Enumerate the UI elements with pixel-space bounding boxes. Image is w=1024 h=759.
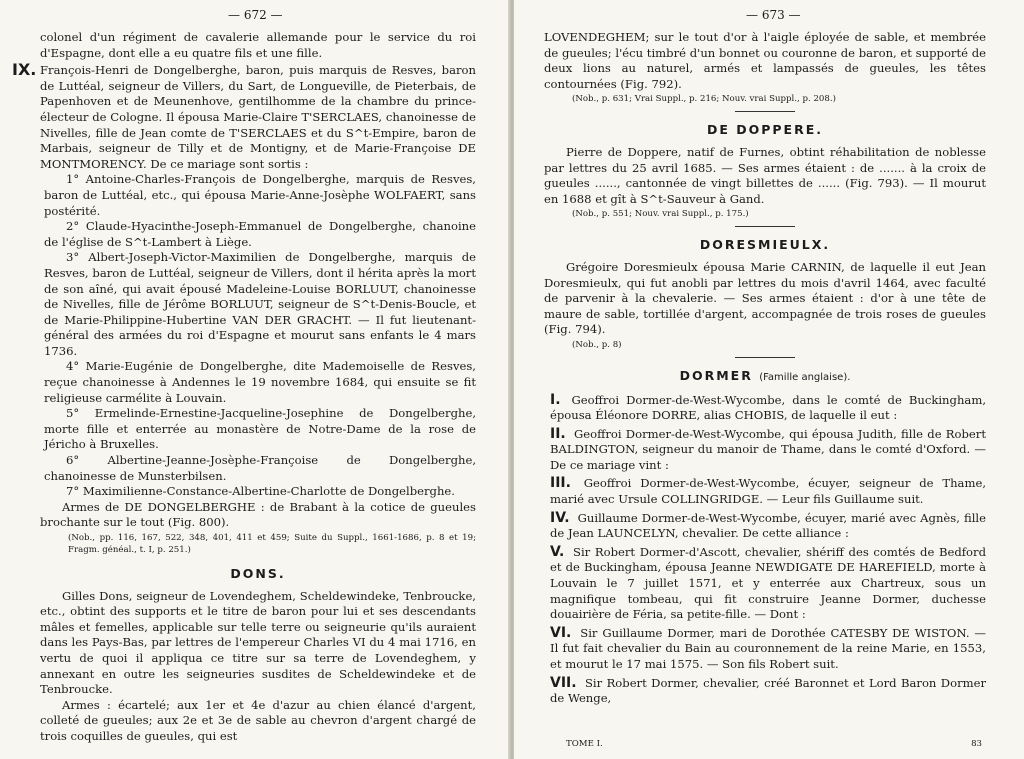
roman-numeral-ix: IX. (12, 60, 37, 80)
right-page (514, 0, 1024, 759)
generation-text: Geoffroi Dormer-de-West-Wycombe, dans le comté de Buckingham, épousa Éléonore DORRE, alias CHOBIS, de laquelle il eut : (550, 392, 986, 423)
separator-rule (735, 111, 795, 112)
roman-numeral: III. (550, 475, 571, 492)
roman-numeral: VII. (550, 674, 577, 691)
separator-rule (735, 226, 795, 227)
generation-text: Sir Robert Dormer-d'Ascott, chevalier, shériff des comtés de Bedford et de Buckingham, épousa Jeanne NEWDIGATE DE HAREFIELD, morte à Louvain le 7 juillet 1571, et y enterrée aux Chartreux, sous un magnifique tombeau, qui fit construire Jeanne Dormer, duchesse douairière de Féria, sa petite-fille. — Dont : (550, 544, 986, 622)
roman-numeral: II. (550, 425, 566, 442)
child-6: 6° Albertine-Jeanne-Josèphe-Françoise de Dongelberghe, chanoinesse de Munsterbilsen. (44, 453, 476, 483)
source-doresmieulx: (Nob., p. 8) (572, 339, 622, 350)
child-1: 1° Antoine-Charles-François de Dongelberghe, marquis de Resves, baron de Luttéal, etc., qui épousa Marie-Anne-Josèphe WOLFAERT, sans postérité. (44, 172, 476, 218)
generation-text: Geoffroi Dormer-de-West-Wycombe, qui épousa Judith, fille de Robert BALDINGTON, seigneur du manoir de Thame, dans le comté d'Oxford. — De ce mariage vint : (550, 426, 986, 472)
child-2: 2° Claude-Hyacinthe-Joseph-Emmanuel de Dongelberghe, chanoine de l'église de S^t-Lambert à Liège. (44, 219, 476, 249)
page-number-right: — 673 — (746, 8, 801, 22)
generation-iii (544, 476, 986, 507)
separator-rule (735, 357, 795, 358)
child-5: 5° Ermelinde-Ernestine-Jacqueline-Josephine de Dongelberghe, morte fille et enterrée au monastère de Notre-Dame de la rose de Jéricho à Bruxelles. (44, 406, 476, 452)
right-column (544, 30, 986, 707)
section-title-doppere: DE DOPPERE. (706, 122, 824, 138)
child-7: 7° Maximilienne-Constance-Albertine-Charlotte de Dongelberghe. (66, 484, 455, 499)
generation-vii (544, 676, 986, 707)
generation-ix-text: François-Henri de Dongelberghe, baron, puis marquis de Resves, baron de Luttéal, seigneur de Villers, du Sart, de Longueville, de Pieterbais, de Papenhoven et de Meunenhove, gentilhomme de la chambre du prince-électeur de Cologne. Il épousa Marie-Claire T'SERCLAES, chanoinesse de Nivelles, fille de Jean comte de T'SERCLAES et du S^t-Empire, baron de Marbais, seigneur de Tilly et de Montigny, et de Marie-Françoise DE MONTMORENCY. De ce mariage sont sortis : (40, 63, 476, 171)
dormer-subtitle: (Famille anglaise). (759, 371, 851, 383)
doresmieulx-text: Grégoire Doresmieulx épousa Marie CARNIN, de laquelle il eut Jean Doresmieulx, qui fut anobli par lettres du mois d'avril 1464, avec faculté de parvenir à la chevalerie. — Ses armes étaient : d'or à une tête de maure de sable, tortillée d'argent, accompagnée de trois roses de gueules (Fig. 794). (544, 259, 986, 337)
left-column (12, 30, 476, 745)
dons-text: Gilles Dons, seigneur de Lovendeghem, Scheldewindeke, Tenbroucke, etc., obtint des supports et le titre de baron pour lui et ses descendants mâles et femelles, applicable sur telle terre ou seigneurie qu'ils auraient dans les Pays-Bas, par lettres de l'empereur Charles VI du 4 mai 1716, en vertu de quoi il appliqua ce titre sur sa terre de Lovendeghem, y annexant en outre les seigneuries susdites de Scheldewindeke et de Tenbroucke. (40, 588, 476, 697)
roman-numeral: I. (550, 391, 561, 408)
generation-text: Sir Robert Dormer, chevalier, créé Baronnet et Lord Baron Dormer de Wenge, (550, 675, 987, 706)
source-dongelberghe: (Nob., pp. 116, 167, 522, 348, 401, 411 et 459; Suite du Suppl., 1661-1686, p. 8 et 19; Fragm. généal., t. I, p. 251.) (68, 533, 476, 555)
generation-text: Sir Guillaume Dormer, mari de Dorothée CATESBY DE WISTON. — Il fut fait chevalier du Bain au couronnement de la reine Marie, en 1553, et mourut le 17 mai 1575. — Son fils Robert suit. (550, 625, 986, 671)
left-page (0, 0, 510, 759)
generation-v (544, 545, 986, 623)
footer-signature: 83 (971, 739, 982, 749)
child-4: 4° Marie-Eugénie de Dongelberghe, dite Mademoiselle de Resves, reçue chanoinesse à Andennes le 19 novembre 1684, qui ensuite se fit religieuse carmélite à Louvain. (44, 359, 476, 405)
generation-ii (544, 427, 986, 474)
intro-continuation: colonel d'un régiment de cavalerie allemande pour le service du roi d'Espagne, dont elle a eu quatre fils et une fille. (40, 30, 476, 60)
doppere-text: Pierre de Doppere, natif de Furnes, obtint réhabilitation de noblesse par lettres du 25 avril 1685. — Ses armes étaient : de ....... à la croix de gueules ......, cantonnée de vingt billettes de ...... (Fig. 793). — Il mourut en 1688 et gît à S^t-Sauveur à Gand. (544, 144, 986, 206)
footer-tome: TOME I. (566, 739, 603, 749)
section-title-dormer (544, 368, 986, 386)
source-dons: (Nob., p. 631; Vrai Suppl., p. 216; Nouv. vrai Suppl., p. 208.) (572, 94, 836, 105)
section-title-dons: DONS. (230, 566, 286, 581)
generation-ix (12, 60, 476, 172)
arms-dongelberghe: Armes de DE DONGELBERGHE : de Brabant à la cotice de gueules brochante sur le tout (Fig. 800). (40, 499, 476, 530)
roman-numeral: VI. (550, 624, 572, 641)
generation-iv (544, 511, 986, 542)
generation-vi (544, 626, 986, 673)
dons-arms-continuation: LOVENDEGHEM; sur le tout d'or à l'aigle éployée de sable, et membrée de gueules; l'écu timbré d'un bonnet ou couronne de baron, et supporté de deux lions au naturel, armés et lampassés de gueules, les têtes contournées (Fig. 792). (544, 30, 986, 91)
roman-numeral: V. (550, 543, 565, 560)
generation-text: Guillaume Dormer-de-West-Wycombe, écuyer, marié avec Agnès, fille de Jean LAUNCELYN, chevalier. De cette alliance : (550, 510, 986, 541)
section-title-doresmieulx: DORESMIEULX. (699, 237, 831, 253)
roman-numeral: IV. (550, 509, 570, 526)
child-3: 3° Albert-Joseph-Victor-Maximilien de Dongelberghe, marquis de Resves, baron de Luttéal, seigneur de Villers, dont il hérita après la mort de son aîné, qui avait épousé Madeleine-Louise BORLUUT, chanoinesse de Nivelles, fille de Jérôme BORLUUT, seigneur de S^t-Denis-Boucle, et de Marie-Philippine-Hubertine VAN DER GRACHT. — Il fut lieutenant-général des armées du roi d'Espagne et mourut sans enfants le 4 mars 1736. (44, 250, 476, 358)
generation-i (544, 393, 986, 424)
children-list (40, 172, 476, 499)
dormer-title: DORMER (679, 367, 753, 383)
page-number-left: — 672 — (228, 8, 283, 22)
source-doppere: (Nob., p. 551; Nouv. vrai Suppl., p. 175.) (572, 209, 749, 220)
dons-arms: Armes : écartelé; aux 1er et 4e d'azur au chien élancé d'argent, colleté de gueules; aux 2e et 3e de sable au chevron d'argent chargé de trois coquilles de gueules, qui est (40, 697, 476, 743)
generation-text: Geoffroi Dormer-de-West-Wycombe, écuyer, seigneur de Thame, marié avec Ursule COLLINGRIDGE. — Leur fils Guillaume suit. (550, 476, 986, 507)
